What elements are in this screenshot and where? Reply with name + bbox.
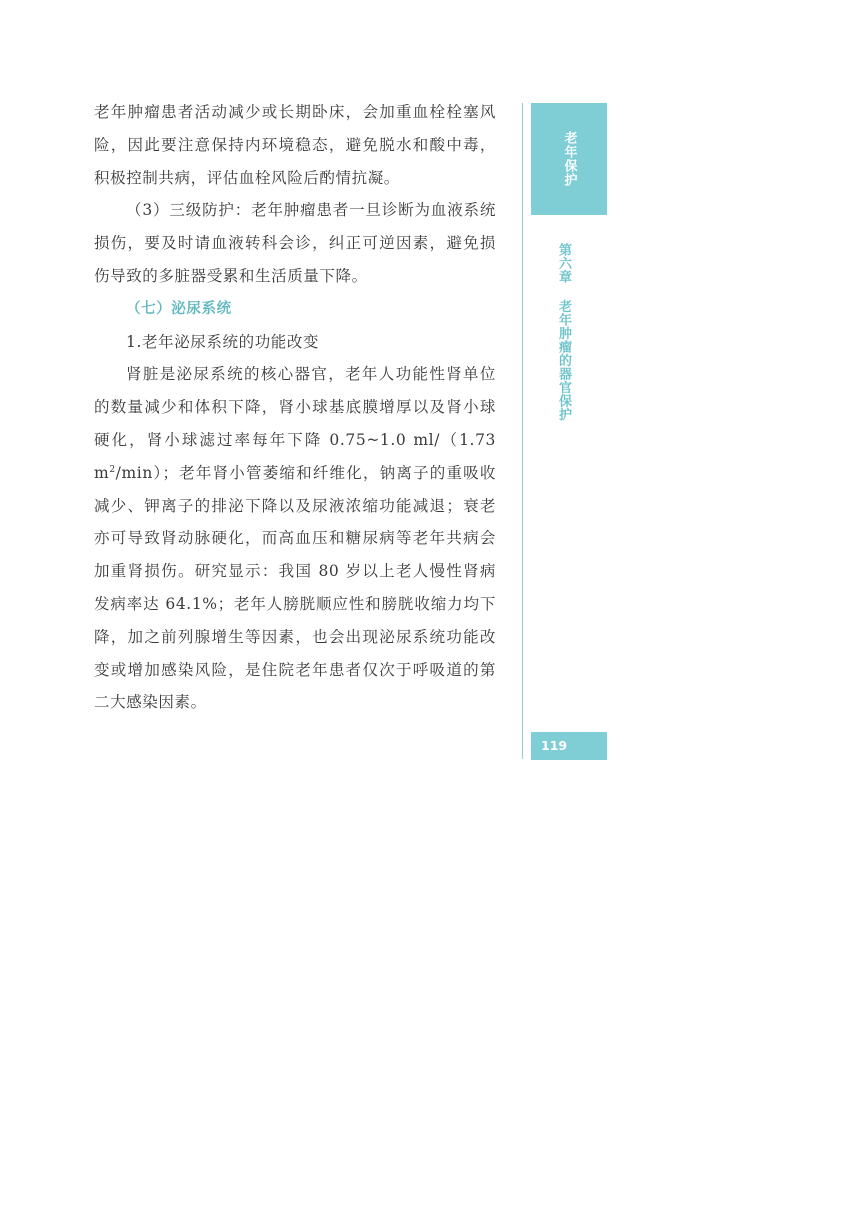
margin-divider-line [522,103,523,759]
paragraph-urinary-changes [94,358,496,719]
section-tab-label: 老年保护 [561,131,577,187]
superscript-two: 2 [109,464,116,475]
paragraph-thrombosis: 老年肿瘤患者活动减少或长期卧床，会加重血栓栓塞风险，因此要注意保持内环境稳态，避免脱水和酸中毒，积极控制共病，评估血栓风险后酌情抗凝。 [94,103,496,187]
chapter-number: 第六章 [556,243,571,284]
subsection-heading: 1.老年泌尿系统的功能改变 [126,332,320,351]
paragraph-urinary-part-2: /min）；老年肾小管萎缩和纤维化，钠离子的重吸收减少、钾离子的排泌下降以及尿液浓缩功能减退；衰老亦可导致肾动脉硬化，而高血压和糖尿病等老年共病会加重肾损伤。研究显示：我国 80 岁以上老人慢性肾病发病率达 64.1%；老年人膀胱顺应性和膀胱收缩力均下降，加之前列腺增生等因素，也会出现泌尿系统功能改变或增加感染风险，是住院老年患者仅次于呼吸道的第二大感染因素。 [94,463,496,712]
section-tab [531,103,607,215]
section-heading: （七）泌尿系统 [126,300,232,317]
paragraph-tertiary-prevention: （3）三级防护：老年肿瘤患者一旦诊断为血液系统损伤，要及时请血液转科会诊，纠正可逆因素，避免损伤导致的多脏器受累和生活质量下降。 [94,201,496,285]
page-number: 119 [531,732,607,760]
body-text [94,96,496,719]
paragraph-urinary-part-1: 肾脏是泌尿系统的核心器官，老年人功能性肾单位的数量减少和体积下降，肾小球基底膜增厚以及肾小球硬化，肾小球滤过率每年下降 0.75~1.0 ml/（1.73 m [94,365,496,482]
chapter-title: 老年肿瘤的器官保护 [556,299,571,421]
chapter-running-head [555,243,571,421]
